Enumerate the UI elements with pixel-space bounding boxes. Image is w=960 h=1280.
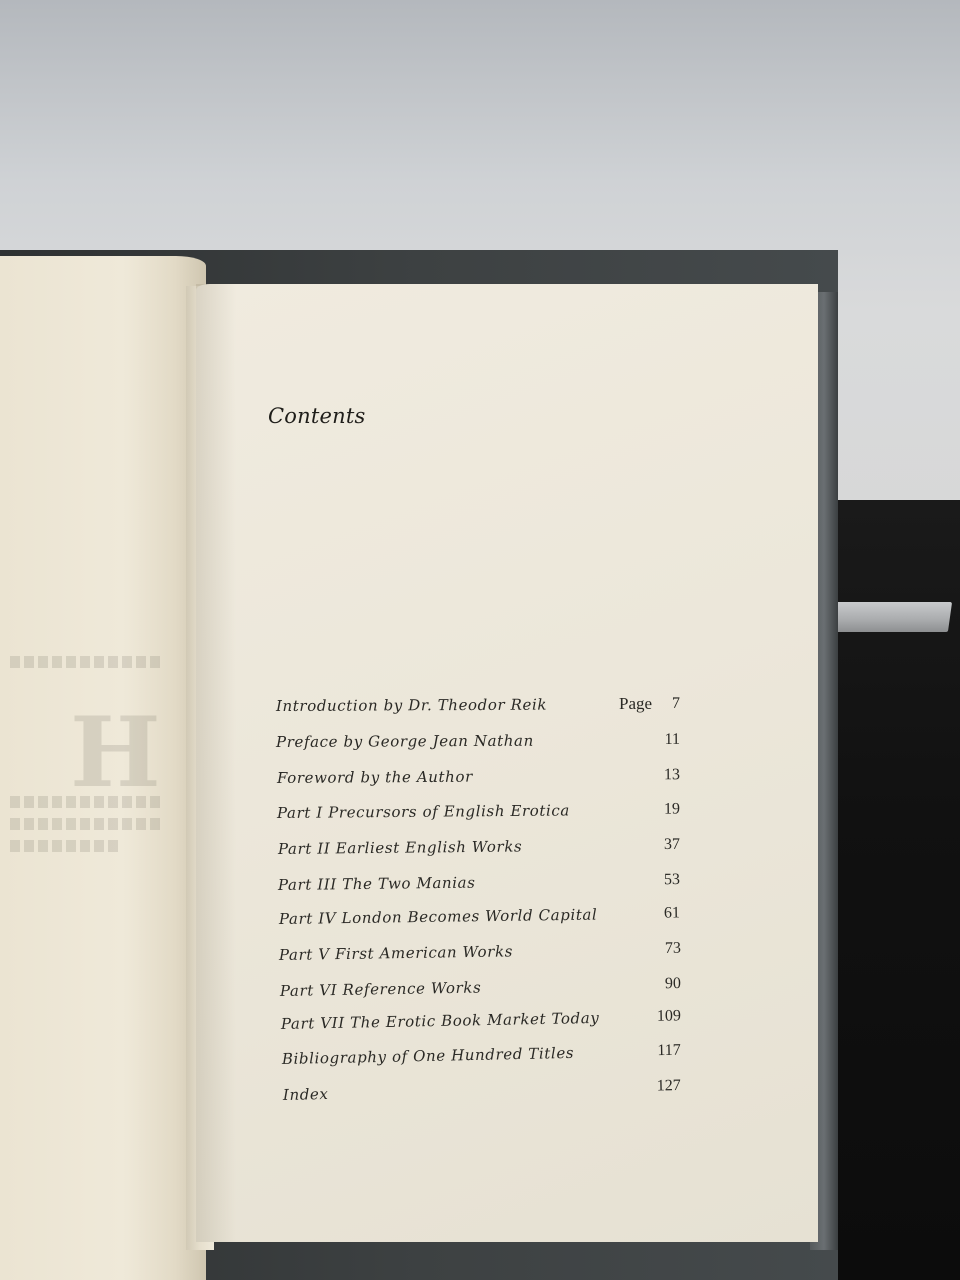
show-through-text: H <box>0 646 170 886</box>
toc-entry-page-number: 117 <box>657 1041 682 1060</box>
toc-entry <box>277 800 680 828</box>
toc-entry-page-number: 11 <box>664 730 681 748</box>
toc-entry-page-number: 61 <box>663 904 681 922</box>
left-page <box>0 256 206 1280</box>
toc-entry-page-number: 127 <box>656 1076 682 1095</box>
toc-entry <box>276 695 680 721</box>
toc-entry-page-number: 37 <box>663 835 681 853</box>
toc-entry-title: Part VI Reference Works <box>279 978 482 1000</box>
toc-entry-title: Introduction by Dr. Theodor Reik <box>275 695 548 715</box>
toc-entry-title: Part IV London Becomes World Capital <box>278 905 598 928</box>
contents-heading: Contents <box>268 404 366 428</box>
toc-entry-page-number: 19 <box>663 800 681 818</box>
toc-entry <box>276 731 680 757</box>
toc-entry-page-number: 109 <box>656 1007 682 1025</box>
toc-entry <box>278 836 680 864</box>
toc-entry-title: Bibliography of One Hundred Titles <box>281 1043 575 1068</box>
toc-entry-page-number: 13 <box>663 766 681 784</box>
page-column-label: Page <box>619 694 653 713</box>
toc-entry-title: Part V First American Works <box>278 942 514 964</box>
page-shadow <box>196 284 236 1242</box>
toc-entry-page-number: 53 <box>663 871 681 889</box>
toc-entry-title: Foreword by the Author <box>276 767 473 787</box>
toc-entry-title: Preface by George Jean Nathan <box>275 731 534 751</box>
toc-entry-page-number: 73 <box>664 939 682 957</box>
toc-entry <box>277 766 680 793</box>
toc-entry-title: Part VII The Erotic Book Market Today <box>280 1008 600 1033</box>
toc-entry-page-number: 90 <box>664 975 682 993</box>
metal-tray <box>826 602 952 632</box>
toc-entry-title: Part I Precursors of English Erotica <box>276 801 571 822</box>
toc-entry-title: Part III The Two Manias <box>277 873 476 894</box>
toc-entry-title: Part II Earliest English Works <box>277 837 523 858</box>
toc-entry-title: Index <box>282 1084 329 1104</box>
toc-entry-page-number: 7 <box>671 694 681 712</box>
toc-entry <box>278 871 680 900</box>
